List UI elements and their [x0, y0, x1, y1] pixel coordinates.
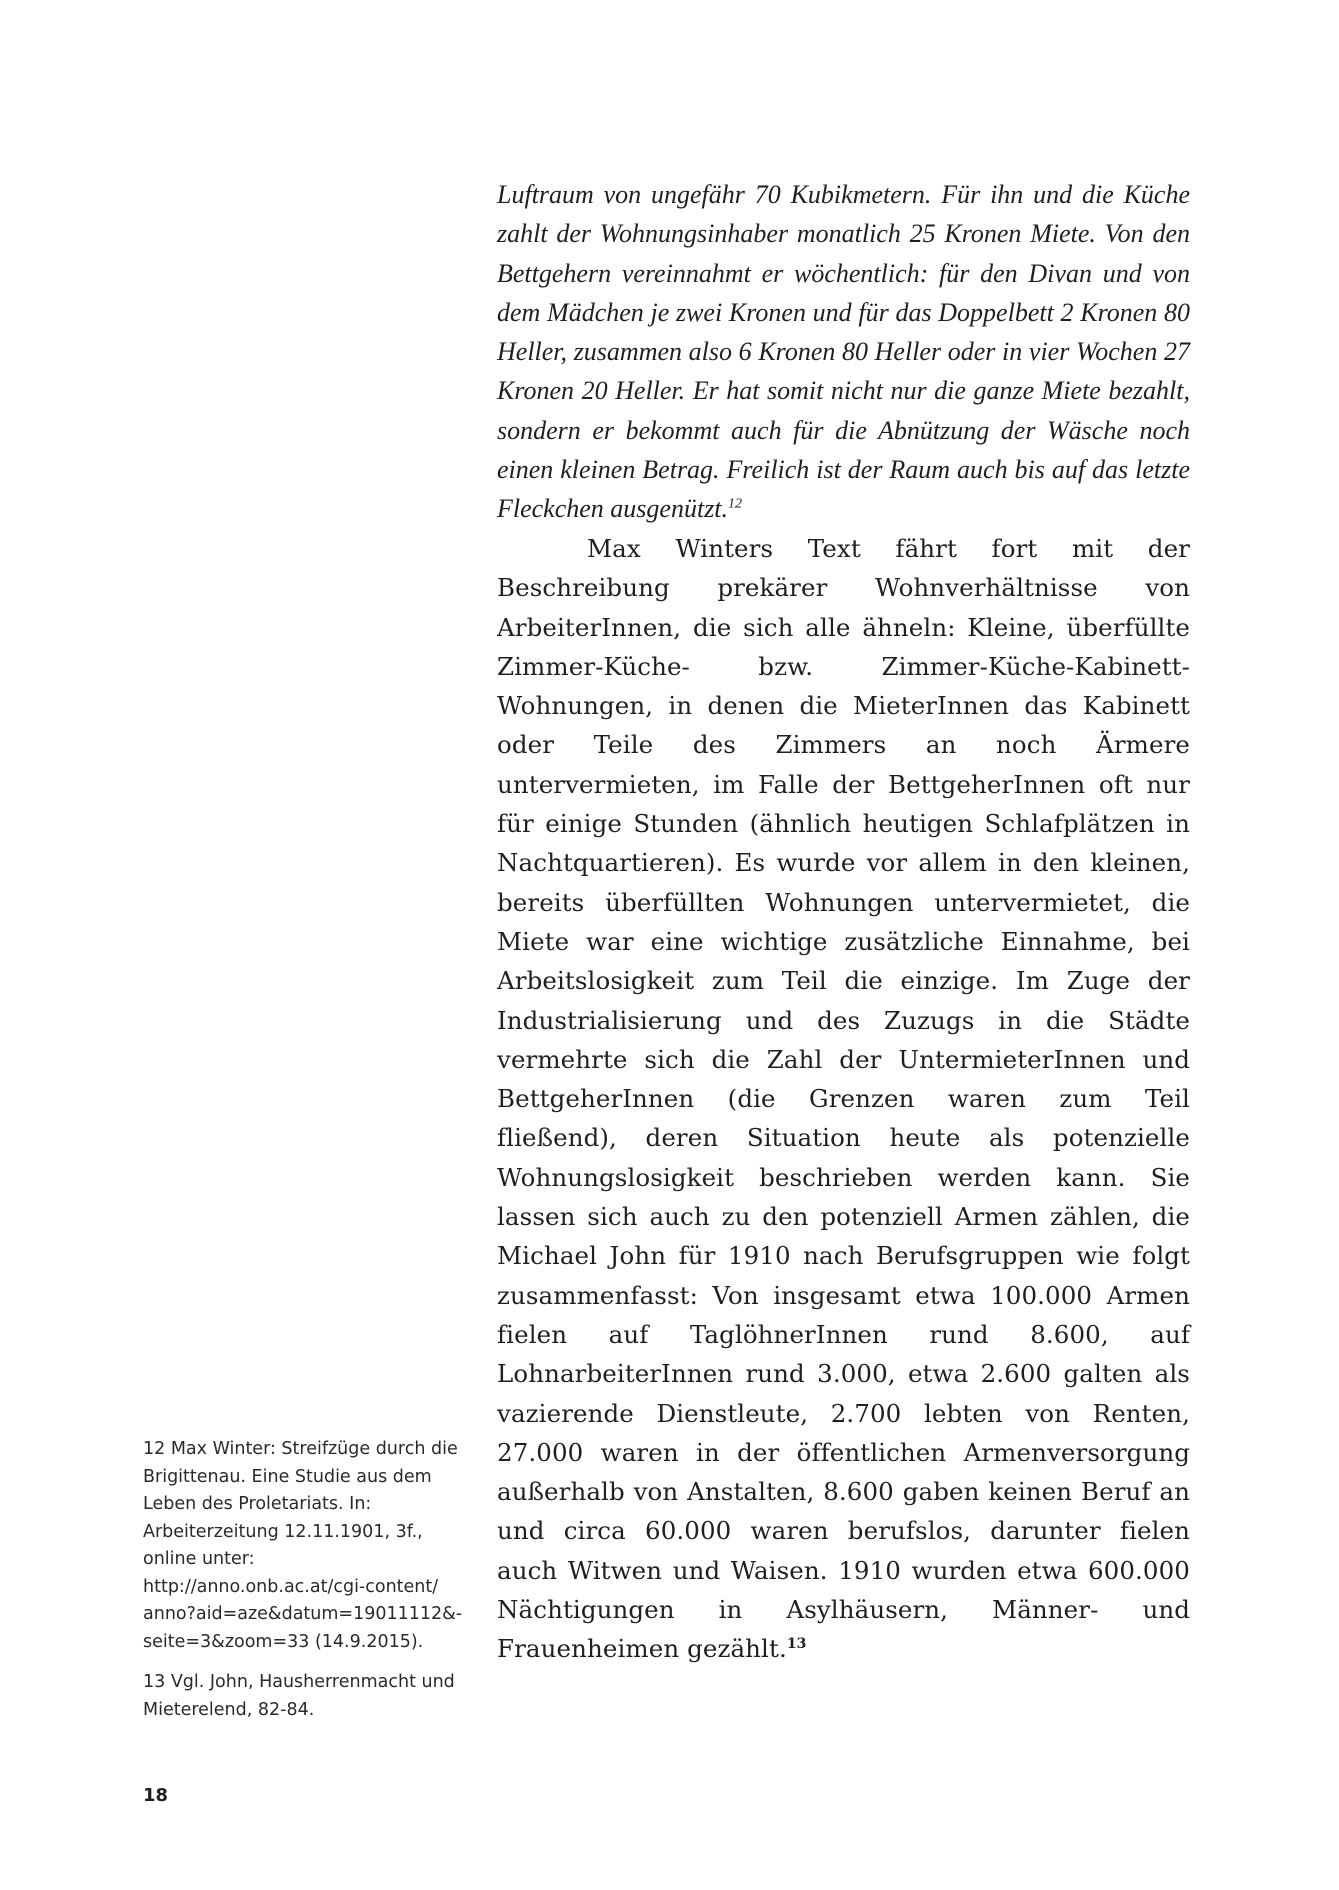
footnote-reference-13[interactable]: 13	[786, 1636, 807, 1653]
body-paragraph-text: Max Winters Text fährt fort mit der Beschreibung prekärer Wohnverhältnisse von ArbeiterInnen, die sich alle ähneln: Kleine, überfüllte Zimmer-Küche- bzw. Zimmer-Küche-Kabinett-Wohnungen, in denen die MieterInnen das Kabinett oder Teile des Zimmers an noch Ärmere untervermieten, im Falle der BettgeherInnen oft nur für einige Stunden (ähnlich heutigen Schlafplätzen in Nachtquartieren). Es wurde vor allem in den kleinen, bereits überfüllten Wohnungen untervermietet, die Miete war eine wichtige zusätzliche Einnahme, bei Arbeitslosigkeit zum Teil die einzige. Im Zuge der Industrialisierung und des Zuzugs in die Städte vermehrte sich die Zahl der UntermieterInnen und BettgeherInnen (die Grenzen waren zum Teil fließend), deren Situation heute als potenzielle Wohnungslosigkeit beschrieben werden kann. Sie lassen sich auch zu den potenziell Armen zählen, die Michael John für 1910 nach Berufsgruppen wie folgt zusammenfasst: Von insgesamt etwa 100.000 Armen fielen auf TaglöhnerInnen rund 8.600, auf LohnarbeiterInnen rund 3.000, etwa 2.600 galten als vazierende Dienstleute, 2.700 lebten von Renten, 27.000 waren in der öffentlichen Armenversorgung außerhalb von Anstalten, 8.600 gaben keinen Beruf an und circa 60.000 waren berufslos, darunter fielen auch Witwen und Waisen. 1910 wurden etwa 600.000 Nächtigungen in Asylhäusern, Männer- und Frauenheimen gezählt.	[497, 534, 1190, 1664]
footnote-12: 12 Max Winter: Streifzüge durch die Brigittenau. Eine Studie aus dem Leben des Proletariats. In: Arbeiterzeitung 12.11.1901, 3f., online unter: http://anno.onb.ac.at/cgi-content/ anno?aid=aze&datum=19011112&-seite=3&zoom=33 (14.9.2015).	[143, 1439, 463, 1652]
block-quote	[497, 175, 1190, 529]
footnote-reference-12[interactable]: 12	[728, 496, 743, 512]
footnotes-section	[143, 1436, 476, 1737]
block-quote-text: Luftraum von ungefähr 70 Kubikmetern. Für ihn und die Küche zahlt der Wohnungsinhaber monatlich 25 Kronen Miete. Von den Bettgehern vereinnahmt er wöchentlich: für den Divan und von dem Mädchen je zwei Kronen und für das Doppelbett 2 Kronen 80 Heller, zusammen also 6 Kronen 80 Heller oder in vier Wochen 27 Kronen 20 Heller. Er hat somit nicht nur die ganze Miete bezahlt, sondern er bekommt auch für die Abnützung der Wäsche noch einen kleinen Betrag. Freilich ist der Raum auch bis auf das letzte Fleckchen ausgenützt.	[497, 180, 1190, 524]
body-paragraph	[497, 529, 1190, 1669]
footnote-13: 13 Vgl. John, Hausherrenmacht und Mieterelend, 82-84.	[143, 1672, 455, 1720]
page-number: 18	[143, 1785, 169, 1806]
